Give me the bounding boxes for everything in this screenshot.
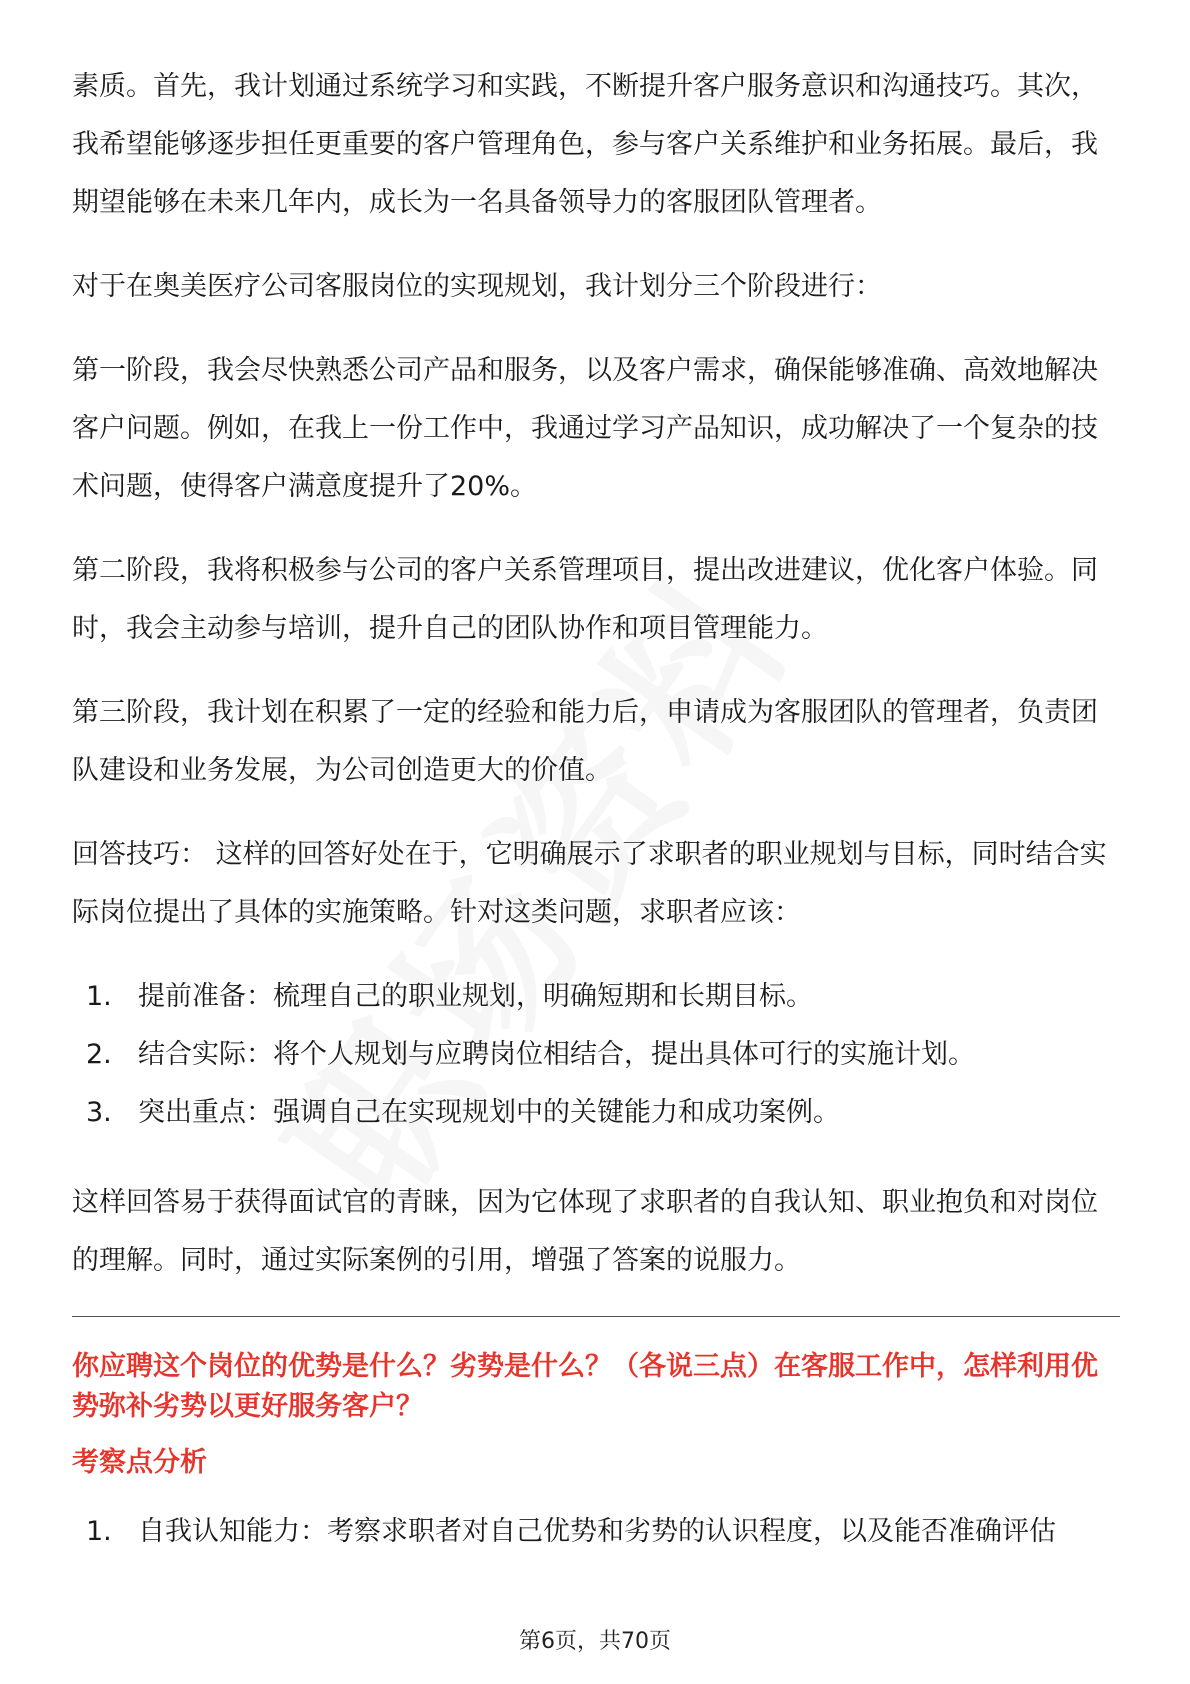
list-number: 3. — [86, 1097, 112, 1128]
analysis-heading: 考察点分析 — [72, 1447, 207, 1478]
paragraph-plan-intro: 对于在奥美医疗公司客服岗位的实现规划，我计划分三个阶段进行： — [72, 271, 882, 302]
list-number: 2. — [86, 1039, 112, 1070]
analysis-list — [72, 1503, 1120, 1561]
document-page — [72, 58, 1120, 1593]
list-text: 自我认知能力：考察求职者对自己优势和劣势的认识程度，以及能否准确评估 — [138, 1516, 1056, 1547]
paragraph-answer-tips: 回答技巧： 这样的回答好处在于，它明确展示了求职者的职业规划与目标，同时结合实际岗位提出了具体的实施策略。针对这类问题，求职者应该： — [72, 839, 1107, 928]
list-text: 结合实际：将个人规划与应聘岗位相结合，提出具体可行的实施计划。 — [138, 1039, 975, 1070]
list-item — [72, 968, 1120, 1026]
list-number: 1. — [86, 981, 112, 1012]
list-item — [72, 1503, 1120, 1561]
list-item — [72, 1084, 1120, 1142]
section-divider — [72, 1316, 1120, 1317]
paragraph-conclusion: 这样回答易于获得面试官的青睐，因为它体现了求职者的自我认知、职业抱负和对岗位的理解。同时，通过实际案例的引用，增强了答案的说服力。 — [72, 1187, 1098, 1276]
paragraph-stage-one: 第一阶段，我会尽快熟悉公司产品和服务，以及客户需求，确保能够准确、高效地解决客户问题。例如，在我上一份工作中，我通过学习产品知识，成功解决了一个复杂的技术问题，使得客户满意度提升了20%。 — [72, 355, 1098, 502]
tips-list — [72, 968, 1120, 1142]
page-footer: 第6页，共70页 — [519, 1629, 671, 1654]
list-text: 提前准备：梳理自己的职业规划，明确短期和长期目标。 — [138, 981, 813, 1012]
paragraph-stage-two: 第二阶段，我将积极参与公司的客户关系管理项目，提出改进建议，优化客户体验。同时，我会主动参与培训，提升自己的团队协作和项目管理能力。 — [72, 555, 1098, 644]
question-heading: 你应聘这个岗位的优势是什么？劣势是什么？（各说三点）在客服工作中，怎样利用优势弥补劣势以更好服务客户？ — [72, 1351, 1098, 1422]
list-item — [72, 1026, 1120, 1084]
paragraph-stage-three: 第三阶段，我计划在积累了一定的经验和能力后，申请成为客服团队的管理者，负责团队建设和业务发展，为公司创造更大的价值。 — [72, 697, 1098, 786]
list-text: 突出重点：强调自己在实现规划中的关键能力和成功案例。 — [138, 1097, 840, 1128]
list-number: 1. — [86, 1516, 112, 1547]
paragraph-career-goals: 素质。首先，我计划通过系统学习和实践，不断提升客户服务意识和沟通技巧。其次，我希望能够逐步担任更重要的客户管理角色，参与客户关系维护和业务拓展。最后，我期望能够在未来几年内，成长为一名具备领导力的客服团队管理者。 — [72, 71, 1098, 218]
